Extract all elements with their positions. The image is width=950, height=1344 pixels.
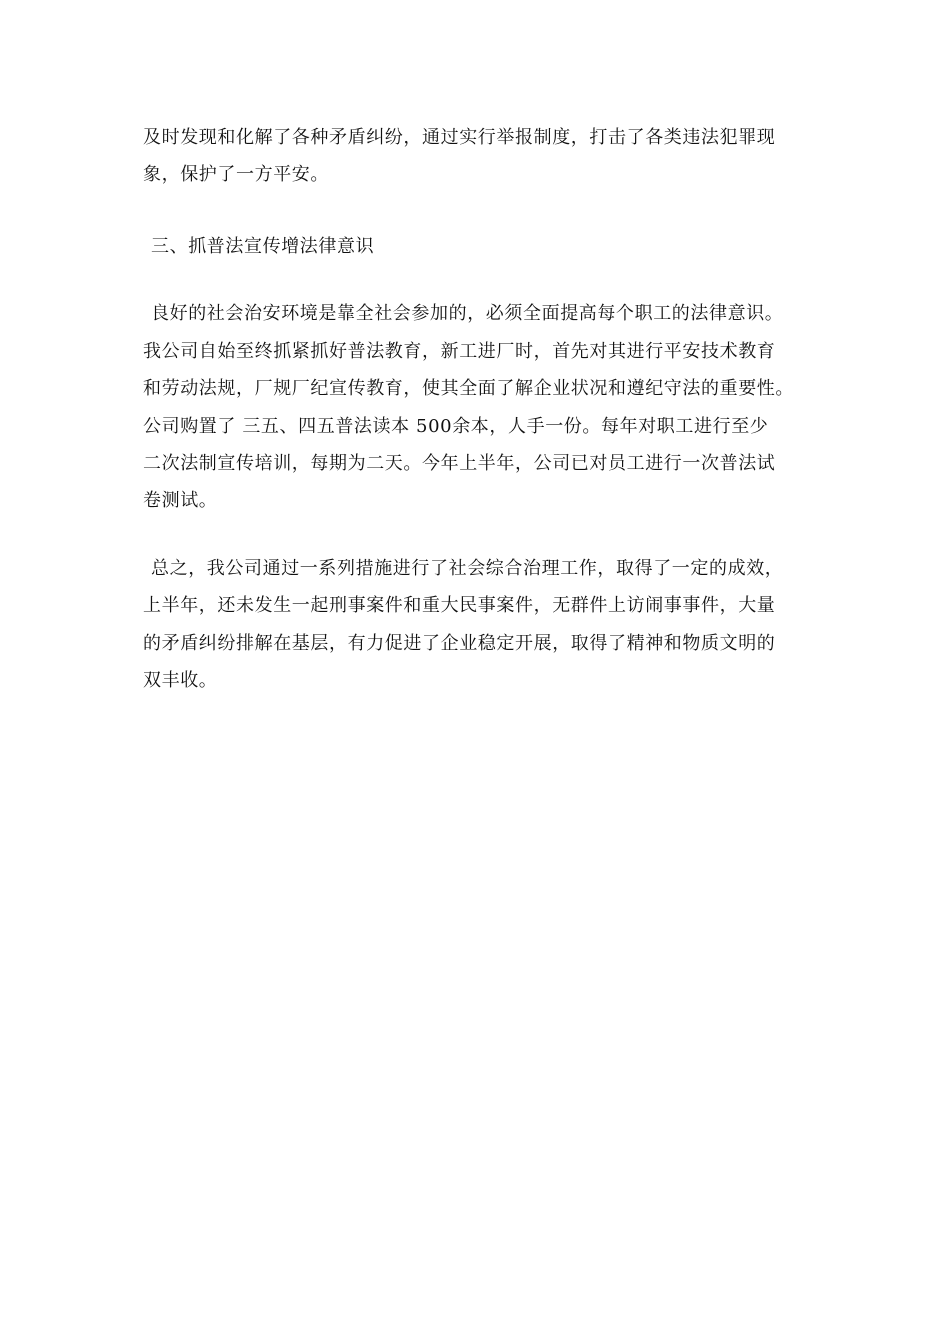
paragraph-3-line-4: 双丰收。 (143, 670, 218, 691)
paragraph-2-line-6: 卷测试。 (143, 490, 218, 511)
paragraph-2-line-1: 良好的社会治安环境是靠全社会参加的，必须全面提高每个职工的法律意识。 (151, 303, 784, 324)
paragraph-2-line-3: 和劳动法规，厂规厂纪宣传教育，使其全面了解企业状况和遵纪守法的重要性。 (143, 378, 794, 399)
paragraph-3-line-1: 总之，我公司通过一系列措施进行了社会综合治理工作，取得了一定的成效， (151, 558, 784, 579)
paragraph-2-line-2: 我公司自始至终抓紧抓好普法教育，新工进厂时，首先对其进行平安技术教育 (143, 341, 776, 362)
paragraph-1-line-2: 象，保护了一方平安。 (143, 164, 329, 185)
paragraph-3-line-2: 上半年，还未发生一起刑事案件和重大民事案件，无群件上访闹事事件，大量 (143, 595, 776, 616)
section-heading-3: 三、抓普法宣传增法律意识 (151, 236, 375, 257)
paragraph-3-line-3: 的矛盾纠纷排解在基层，有力促进了企业稳定开展，取得了精神和物质文明的 (143, 633, 776, 654)
paragraph-2-line-5: 二次法制宣传培训，每期为二天。今年上半年，公司已对员工进行一次普法试 (143, 453, 776, 474)
paragraph-2-line-4: 公司购置了 三五、四五普法读本 500余本，人手一份。每年对职工进行至少 (143, 416, 769, 437)
paragraph-1-line-1: 及时发现和化解了各种矛盾纠纷，通过实行举报制度，打击了各类违法犯罪现 (143, 127, 776, 148)
